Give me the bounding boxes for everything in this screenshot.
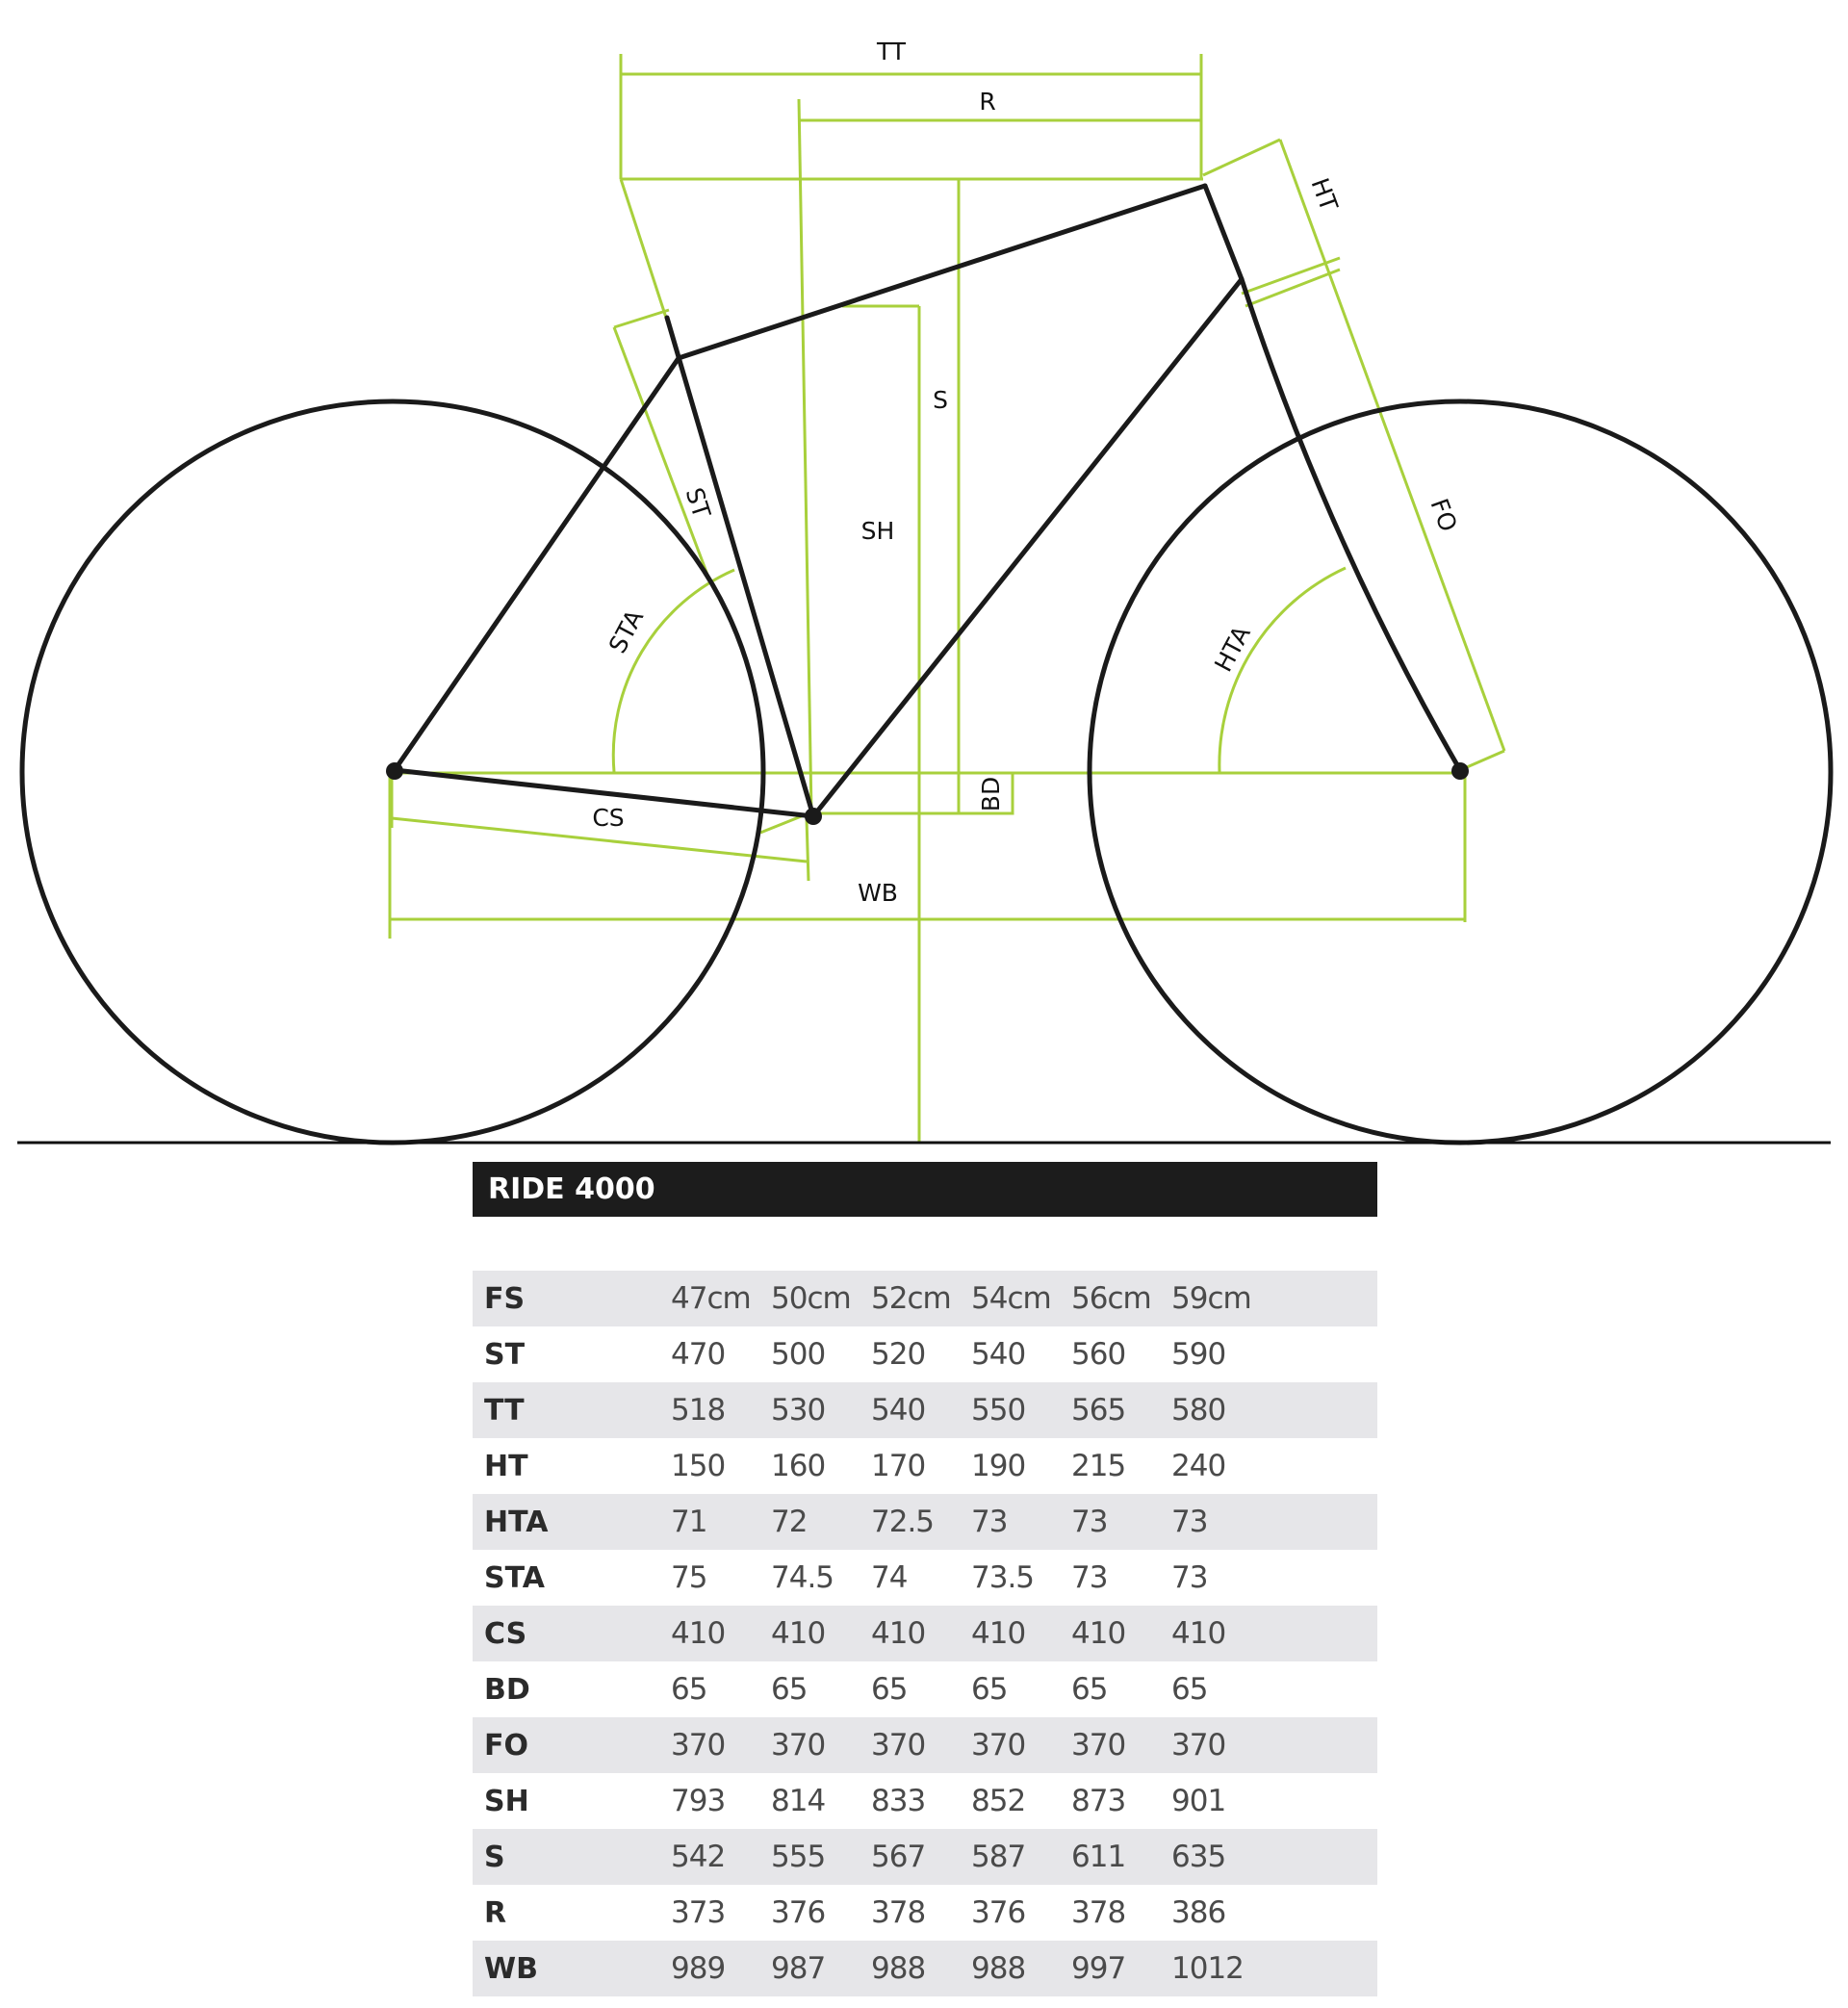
table-cell: 567	[871, 1840, 926, 1874]
table-cell: 65	[1071, 1672, 1108, 1707]
table-row	[473, 1550, 1377, 1606]
table-cell: 65	[1171, 1672, 1208, 1707]
table-cell: 59cm	[1171, 1281, 1251, 1316]
ht-dimension-line	[1203, 140, 1280, 175]
row-key: R	[484, 1895, 507, 1930]
table-cell: 170	[871, 1449, 926, 1483]
sta-angle-arc	[613, 570, 734, 772]
row-key: ST	[484, 1337, 526, 1372]
row-key: SH	[484, 1784, 529, 1818]
seat-tube	[667, 318, 813, 816]
table-cell: 71	[671, 1505, 707, 1539]
table-cell: 410	[671, 1616, 726, 1651]
spec-title-bar	[473, 1162, 1377, 1217]
table-cell: 565	[1071, 1393, 1126, 1428]
table-row	[473, 1773, 1377, 1829]
table-row	[473, 1885, 1377, 1941]
table-cell: 376	[771, 1895, 826, 1930]
table-cell: 470	[671, 1337, 726, 1372]
row-key: TT	[484, 1393, 525, 1428]
table-cell: 901	[1171, 1784, 1226, 1818]
table-cell: 378	[871, 1895, 926, 1930]
table-row	[473, 1941, 1377, 1996]
table-cell: 540	[871, 1393, 926, 1428]
table-cell: 65	[871, 1672, 908, 1707]
table-cell: 72.5	[871, 1505, 935, 1539]
dimension-lines	[390, 54, 1504, 1143]
table-cell: 75	[671, 1560, 707, 1595]
table-cell: 386	[1171, 1895, 1226, 1930]
table-cell: 410	[1171, 1616, 1226, 1651]
ht-fo-line	[1280, 140, 1504, 751]
table-cell: 190	[971, 1449, 1026, 1483]
r-vertical-line	[799, 99, 811, 813]
row-key: STA	[484, 1560, 545, 1595]
table-row	[473, 1271, 1377, 1326]
table-cell: 370	[1171, 1728, 1226, 1763]
sh-label: SH	[860, 517, 895, 545]
cs-label: CS	[592, 804, 625, 832]
table-cell: 833	[871, 1784, 926, 1818]
st-label: ST	[680, 484, 716, 522]
table-cell: 47cm	[671, 1281, 751, 1316]
geometry-table	[473, 1271, 1377, 1996]
table-cell: 530	[771, 1393, 826, 1428]
table-cell: 1012	[1171, 1951, 1244, 1986]
table-cell: 410	[971, 1616, 1026, 1651]
table-cell: 72	[771, 1505, 808, 1539]
table-cell: 370	[971, 1728, 1026, 1763]
table-cell: 555	[771, 1840, 826, 1874]
sta-label: STA	[603, 605, 650, 658]
table-cell: 215	[1071, 1449, 1126, 1483]
table-cell: 500	[771, 1337, 826, 1372]
table-cell: 580	[1171, 1393, 1226, 1428]
front-axle-dot	[1451, 762, 1469, 780]
fork	[1242, 279, 1460, 770]
table-cell: 73	[1071, 1505, 1108, 1539]
table-cell: 52cm	[871, 1281, 951, 1316]
table-cell: 74	[871, 1560, 908, 1595]
table-row	[473, 1717, 1377, 1773]
table-cell: 65	[971, 1672, 1008, 1707]
seat-stay	[395, 358, 679, 770]
table-cell: 370	[771, 1728, 826, 1763]
table-cell: 74.5	[771, 1560, 834, 1595]
table-cell: 370	[871, 1728, 926, 1763]
row-key: BD	[484, 1672, 530, 1707]
table-cell: 54cm	[971, 1281, 1051, 1316]
st-dimension-line	[614, 327, 710, 582]
row-key: HTA	[484, 1505, 549, 1539]
head-tube	[1205, 186, 1242, 279]
table-cell: 550	[971, 1393, 1026, 1428]
table-row	[473, 1382, 1377, 1438]
table-cell: 56cm	[1071, 1281, 1151, 1316]
bd-label: BD	[977, 776, 1005, 812]
table-row	[473, 1829, 1377, 1885]
table-cell: 814	[771, 1784, 826, 1818]
rear-axle-dot	[386, 762, 403, 780]
spec-title: RIDE 4000	[488, 1172, 655, 1206]
table-cell: 73	[1171, 1505, 1208, 1539]
row-key: WB	[484, 1951, 538, 1986]
table-cell: 65	[671, 1672, 707, 1707]
st-dimension-tick	[614, 310, 669, 327]
r-label: R	[979, 88, 996, 116]
table-cell: 73.5	[971, 1560, 1035, 1595]
table-cell: 987	[771, 1951, 826, 1986]
table-cell: 518	[671, 1393, 726, 1428]
row-key: HT	[484, 1449, 528, 1483]
ht-label: HT	[1305, 174, 1344, 216]
table-row	[473, 1326, 1377, 1382]
table-row	[473, 1438, 1377, 1494]
table-cell: 852	[971, 1784, 1026, 1818]
down-tube	[813, 279, 1242, 816]
table-cell: 370	[1071, 1728, 1126, 1763]
table-cell: 73	[1171, 1560, 1208, 1595]
hta-label: HTA	[1209, 621, 1256, 677]
table-cell: 410	[771, 1616, 826, 1651]
table-cell: 410	[1071, 1616, 1126, 1651]
bike-frame	[22, 186, 1831, 1143]
row-key: FO	[484, 1728, 528, 1763]
table-cell: 988	[971, 1951, 1026, 1986]
table-cell: 988	[871, 1951, 926, 1986]
table-cell: 989	[671, 1951, 726, 1986]
table-cell: 373	[671, 1895, 726, 1930]
table-cell: 160	[771, 1449, 826, 1483]
table-cell: 997	[1071, 1951, 1126, 1986]
table-cell: 542	[671, 1840, 726, 1874]
table-cell: 587	[971, 1840, 1026, 1874]
top-tube	[679, 186, 1205, 358]
st-extension-line	[621, 179, 666, 318]
row-key: FS	[484, 1281, 526, 1316]
tt-label: TT	[876, 38, 907, 65]
wb-label: WB	[858, 879, 898, 907]
table-cell: 590	[1171, 1337, 1226, 1372]
table-row	[473, 1661, 1377, 1717]
table-row	[473, 1494, 1377, 1550]
table-cell: 520	[871, 1337, 926, 1372]
row-key: S	[484, 1840, 505, 1874]
table-cell: 410	[871, 1616, 926, 1651]
table-cell: 376	[971, 1895, 1026, 1930]
table-cell: 560	[1071, 1337, 1126, 1372]
bottom-bracket-dot	[805, 808, 822, 825]
table-row	[473, 1606, 1377, 1661]
table-cell: 540	[971, 1337, 1026, 1372]
table-cell: 50cm	[771, 1281, 851, 1316]
table-cell: 65	[771, 1672, 808, 1707]
table-cell: 240	[1171, 1449, 1226, 1483]
table-cell: 150	[671, 1449, 726, 1483]
hta-angle-arc	[1219, 568, 1346, 772]
table-cell: 73	[1071, 1560, 1108, 1595]
table-cell: 378	[1071, 1895, 1126, 1930]
table-cell: 793	[671, 1784, 726, 1818]
table-cell: 611	[1071, 1840, 1126, 1874]
cs-right-tick	[807, 818, 808, 881]
row-key: CS	[484, 1616, 527, 1651]
table-cell: 635	[1171, 1840, 1226, 1874]
table-cell: 73	[971, 1505, 1008, 1539]
fo-label: FO	[1424, 495, 1463, 536]
table-cell: 873	[1071, 1784, 1126, 1818]
table-cell: 370	[671, 1728, 726, 1763]
s-label: S	[933, 386, 948, 414]
